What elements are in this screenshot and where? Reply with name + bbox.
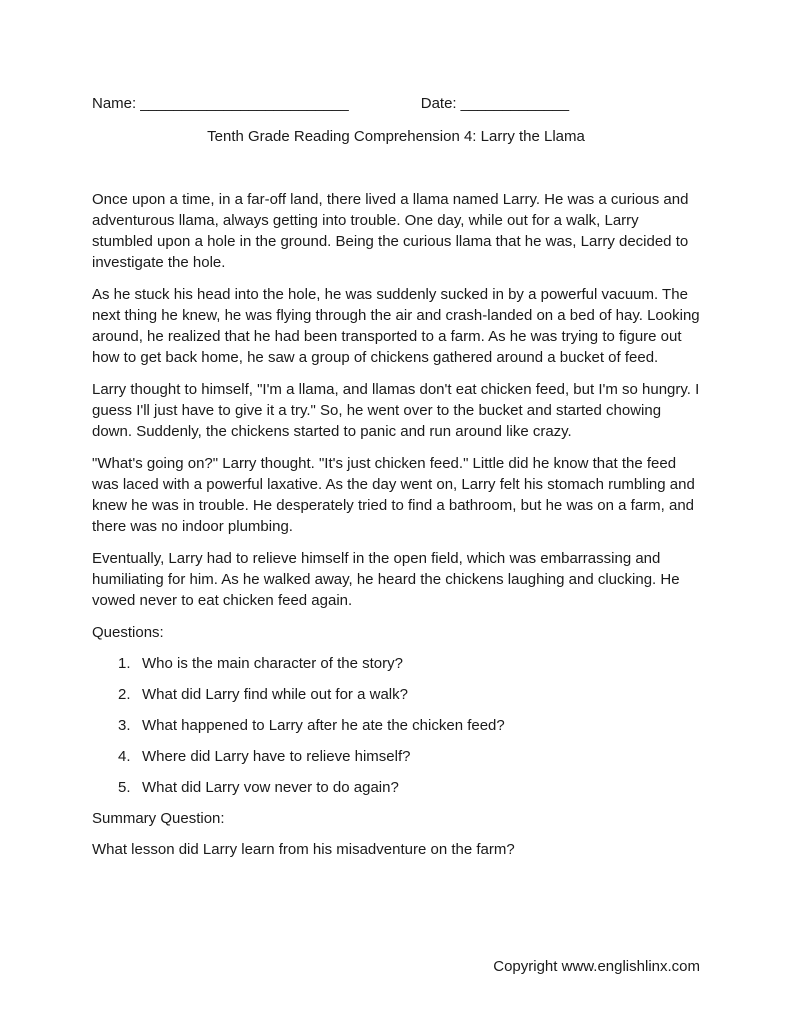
question-text: Who is the main character of the story? — [142, 655, 403, 672]
questions-heading: Questions: — [92, 624, 164, 641]
question-item — [118, 653, 700, 674]
question-number: 2. — [118, 686, 131, 703]
question-text: What happened to Larry after he ate the chicken feed? — [142, 717, 505, 734]
question-number: 4. — [118, 748, 131, 765]
copyright-text: Copyright www.englishlinx.com — [493, 958, 700, 975]
story-paragraph: Larry thought to himself, "I'm a llama, and llamas don't eat chicken feed, but I'm so hungry. I guess I'll just have to give it a try." So, he went over to the bucket and started chowing down. Suddenly, the chickens started to panic and run around like crazy. — [92, 381, 700, 440]
question-number: 1. — [118, 655, 131, 672]
date-label: Date: — [420, 95, 457, 112]
name-date-row — [92, 93, 700, 114]
question-item — [118, 777, 700, 798]
story-paragraph: Once upon a time, in a far-off land, there lived a llama named Larry. He was a curious and adventurous llama, always getting into trouble. One day, while out for a walk, Larry stumbled upon a hole in the ground. Being the curious llama that he was, Larry decided to investigate the hole. — [92, 191, 689, 271]
summary-heading: Summary Question: — [92, 810, 225, 827]
worksheet-title: Tenth Grade Reading Comprehension 4: Larry the Llama — [207, 128, 585, 145]
story-section — [92, 189, 700, 611]
name-blank-line: _________________________ — [140, 95, 349, 112]
question-item — [118, 746, 700, 767]
story-paragraph: As he stuck his head into the hole, he was suddenly sucked in by a powerful vacuum. The next thing he knew, he was flying through the air and crash-landed on a bed of hay. Looking around, he realized that he had been transported to a farm. As he was trying to figure out how to get back home, he saw a group of chickens gathered around a bucket of feed. — [92, 286, 700, 366]
story-paragraph: "What's going on?" Larry thought. "It's just chicken feed." Little did he know that the feed was laced with a powerful laxative. As the day went on, Larry felt his stomach rumbling and knew he was in trouble. He desperately tried to find a bathroom, but he was on a farm, and there was no indoor plumbing. — [92, 455, 695, 535]
story-paragraph: Eventually, Larry had to relieve himself in the open field, which was embarrassing and humiliating for him. As he walked away, he heard the chickens laughing and clucking. He vowed never to eat chicken feed again. — [92, 550, 680, 609]
summary-question: What lesson did Larry learn from his misadventure on the farm? — [92, 841, 515, 858]
question-number: 5. — [118, 779, 131, 796]
question-item — [118, 684, 700, 705]
name-field — [92, 93, 349, 114]
questions-section — [92, 622, 700, 798]
question-item — [118, 715, 700, 736]
question-number: 3. — [118, 717, 131, 734]
question-text: What did Larry find while out for a walk? — [142, 686, 408, 703]
summary-section — [92, 808, 700, 860]
date-field — [421, 93, 569, 114]
question-text: Where did Larry have to relieve himself? — [142, 748, 411, 765]
date-blank-line: _____________ — [460, 95, 570, 112]
question-text: What did Larry vow never to do again? — [142, 779, 399, 796]
name-label: Name: — [92, 95, 137, 112]
